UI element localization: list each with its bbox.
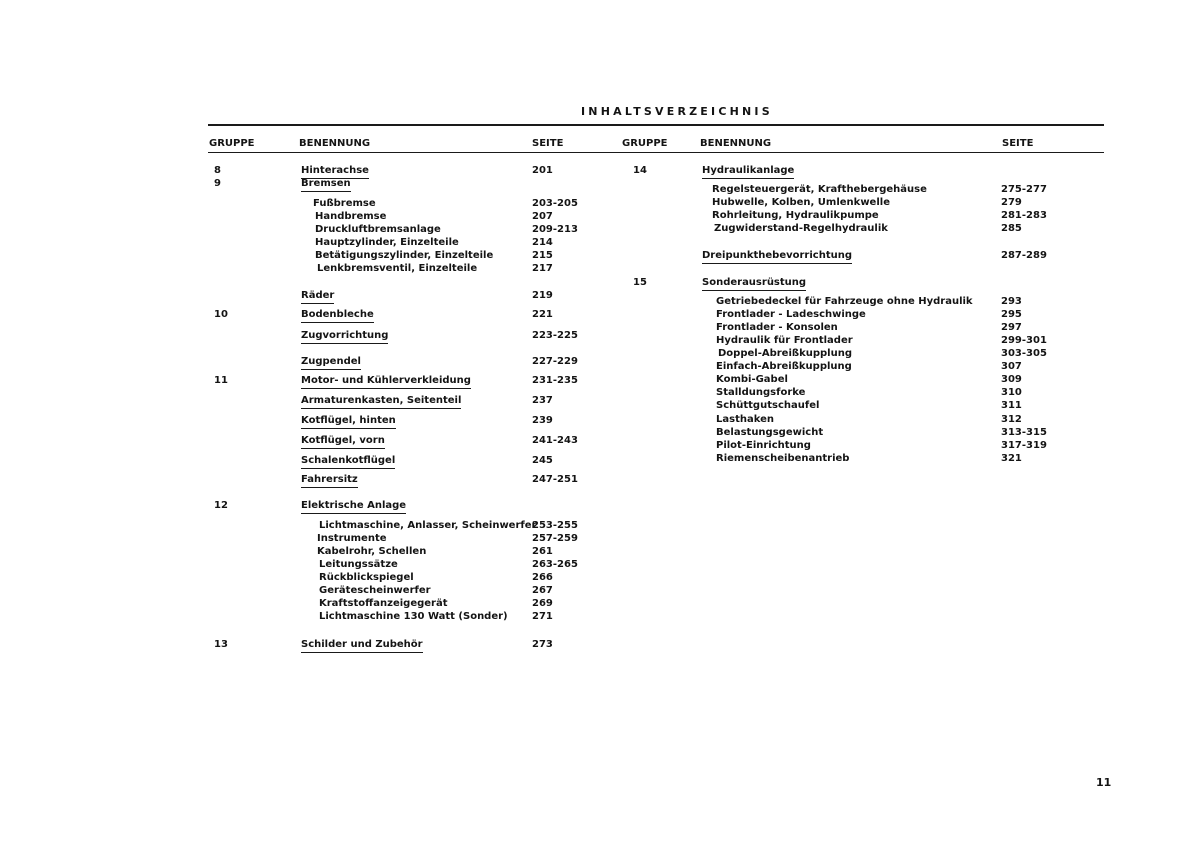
entry-title: Rückblickspiegel: [319, 572, 414, 583]
entry-title: Belastungsgewicht: [716, 427, 824, 438]
page-ref: 215: [532, 250, 553, 261]
top-rule: [208, 124, 1104, 126]
entry-title: Gerätescheinwerfer: [319, 585, 431, 596]
page-ref: 257-259: [532, 533, 578, 544]
page-ref: 279: [1001, 197, 1022, 208]
entry-title: Regelsteuergerät, Krafthebergehäuse: [712, 184, 927, 195]
page-ref: 217: [532, 263, 553, 274]
page-ref: 263-265: [532, 559, 578, 570]
entry-title: Hauptzylinder, Einzelteile: [315, 237, 459, 248]
group-number: 13: [214, 639, 228, 650]
page-ref: 281-283: [1001, 210, 1047, 221]
page-ref: 271: [532, 611, 553, 622]
entry-title: Lichtmaschine 130 Watt (Sonder): [319, 611, 508, 622]
section-title: Schalenkotflügel: [301, 455, 395, 469]
entry-title: Druckluftbremsanlage: [315, 224, 441, 235]
header-seite-right: SEITE: [1002, 138, 1034, 149]
group-number: 10: [214, 309, 228, 320]
header-benennung-left: BENENNUNG: [299, 138, 371, 149]
section-title: Räder: [301, 290, 334, 304]
entry-title: Riemenscheibenantrieb: [716, 453, 850, 464]
page-ref: 295: [1001, 309, 1022, 320]
entry-title: Betätigungszylinder, Einzelteile: [315, 250, 494, 261]
entry-title: Schüttgutschaufel: [716, 400, 820, 411]
entry-title: Frontlader - Ladeschwinge: [716, 309, 866, 320]
page-ref: 309: [1001, 374, 1022, 385]
page-ref: 312: [1001, 414, 1022, 425]
header-gruppe-left: GRUPPE: [209, 138, 255, 149]
entry-title: Handbremse: [315, 211, 387, 222]
entry-title: Einfach-Abreißkupplung: [716, 361, 852, 372]
page-ref: 203-205: [532, 198, 578, 209]
section-title: Bodenbleche: [301, 309, 374, 323]
entry-title: Fußbremse: [313, 198, 376, 209]
page-ref: 221: [532, 309, 553, 320]
group-number: 8: [214, 165, 221, 176]
section-title: Sonderausrüstung: [702, 277, 806, 291]
group-number: 12: [214, 500, 228, 511]
entry-title: Frontlader - Konsolen: [716, 322, 838, 333]
group-number: 9: [214, 178, 221, 189]
entry-title: Doppel-Abreißkupplung: [718, 348, 852, 359]
page-ref: 273: [532, 639, 553, 650]
page-ref: 266: [532, 572, 553, 583]
section-title: Zugpendel: [301, 356, 361, 370]
page-ref: 307: [1001, 361, 1022, 372]
entry-title: Zugwiderstand-Regelhydraulik: [714, 223, 888, 234]
section-title: Kotflügel, vorn: [301, 435, 385, 449]
page-ref: 261: [532, 546, 553, 557]
section-title: Fahrersitz: [301, 474, 358, 488]
entry-title: Kabelrohr, Schellen: [317, 546, 427, 557]
page-ref: 214: [532, 237, 553, 248]
page-ref: 237: [532, 395, 553, 406]
page-ref: 245: [532, 455, 553, 466]
page-ref: 299-301: [1001, 335, 1047, 346]
entry-title: Hubwelle, Kolben, Umlenkwelle: [712, 197, 890, 208]
page-ref: 303-305: [1001, 348, 1047, 359]
page-number: 11: [1096, 776, 1112, 789]
page-ref: 241-243: [532, 435, 578, 446]
page-ref: 231-235: [532, 375, 578, 386]
group-number: 14: [633, 165, 647, 176]
entry-title: Rohrleitung, Hydraulikpumpe: [712, 210, 879, 221]
page-ref: 310: [1001, 387, 1022, 398]
entry-title: Instrumente: [317, 533, 387, 544]
page-ref: 247-251: [532, 474, 578, 485]
section-title: Hinterachse: [301, 165, 369, 179]
page-ref: 219: [532, 290, 553, 301]
entry-title: Lichtmaschine, Anlasser, Scheinwerfer: [319, 520, 537, 531]
page-ref: 297: [1001, 322, 1022, 333]
page-ref: 293: [1001, 296, 1022, 307]
page-ref: 209-213: [532, 224, 578, 235]
section-title: Armaturenkasten, Seitenteil: [301, 395, 461, 409]
entry-title: Hydraulik für Frontlader: [716, 335, 853, 346]
header-rule: [208, 152, 1104, 153]
page-ref: 311: [1001, 400, 1022, 411]
page-ref: 253-255: [532, 520, 578, 531]
page-ref: 317-319: [1001, 440, 1047, 451]
page-ref: 207: [532, 211, 553, 222]
page-ref: 227-229: [532, 356, 578, 367]
entry-title: Lenkbremsventil, Einzelteile: [317, 263, 478, 274]
section-title: Elektrische Anlage: [301, 500, 406, 514]
page-ref: 223-225: [532, 330, 578, 341]
entry-title: Leitungssätze: [319, 559, 398, 570]
section-title: Kotflügel, hinten: [301, 415, 396, 429]
page-ref: 287-289: [1001, 250, 1047, 261]
entry-title: Pilot-Einrichtung: [716, 440, 811, 451]
section-title: Bremsen: [301, 178, 351, 192]
entry-title: Getriebedeckel für Fahrzeuge ohne Hydraulik: [716, 296, 973, 307]
header-seite-left: SEITE: [532, 138, 564, 149]
page-title: INHALTSVERZEICHNIS: [581, 105, 773, 118]
entry-title: Kombi-Gabel: [716, 374, 788, 385]
page-ref: 269: [532, 598, 553, 609]
section-title: Dreipunkthebevorrichtung: [702, 250, 852, 264]
page-ref: 313-315: [1001, 427, 1047, 438]
entry-title: Lasthaken: [716, 414, 775, 425]
header-benennung-right: BENENNUNG: [700, 138, 772, 149]
entry-title: Kraftstoffanzeigegerät: [319, 598, 448, 609]
section-title: Motor- und Kühlerverkleidung: [301, 375, 471, 389]
page-ref: 267: [532, 585, 553, 596]
page-ref: 321: [1001, 453, 1022, 464]
entry-title: Stalldungsforke: [716, 387, 806, 398]
section-title: Schilder und Zubehör: [301, 639, 423, 653]
group-number: 15: [633, 277, 647, 288]
page-ref: 201: [532, 165, 553, 176]
section-title: Zugvorrichtung: [301, 330, 388, 344]
page-ref: 285: [1001, 223, 1022, 234]
group-number: 11: [214, 375, 228, 386]
header-gruppe-right: GRUPPE: [622, 138, 668, 149]
section-title: Hydraulikanlage: [702, 165, 794, 179]
page-ref: 239: [532, 415, 553, 426]
page-ref: 275-277: [1001, 184, 1047, 195]
